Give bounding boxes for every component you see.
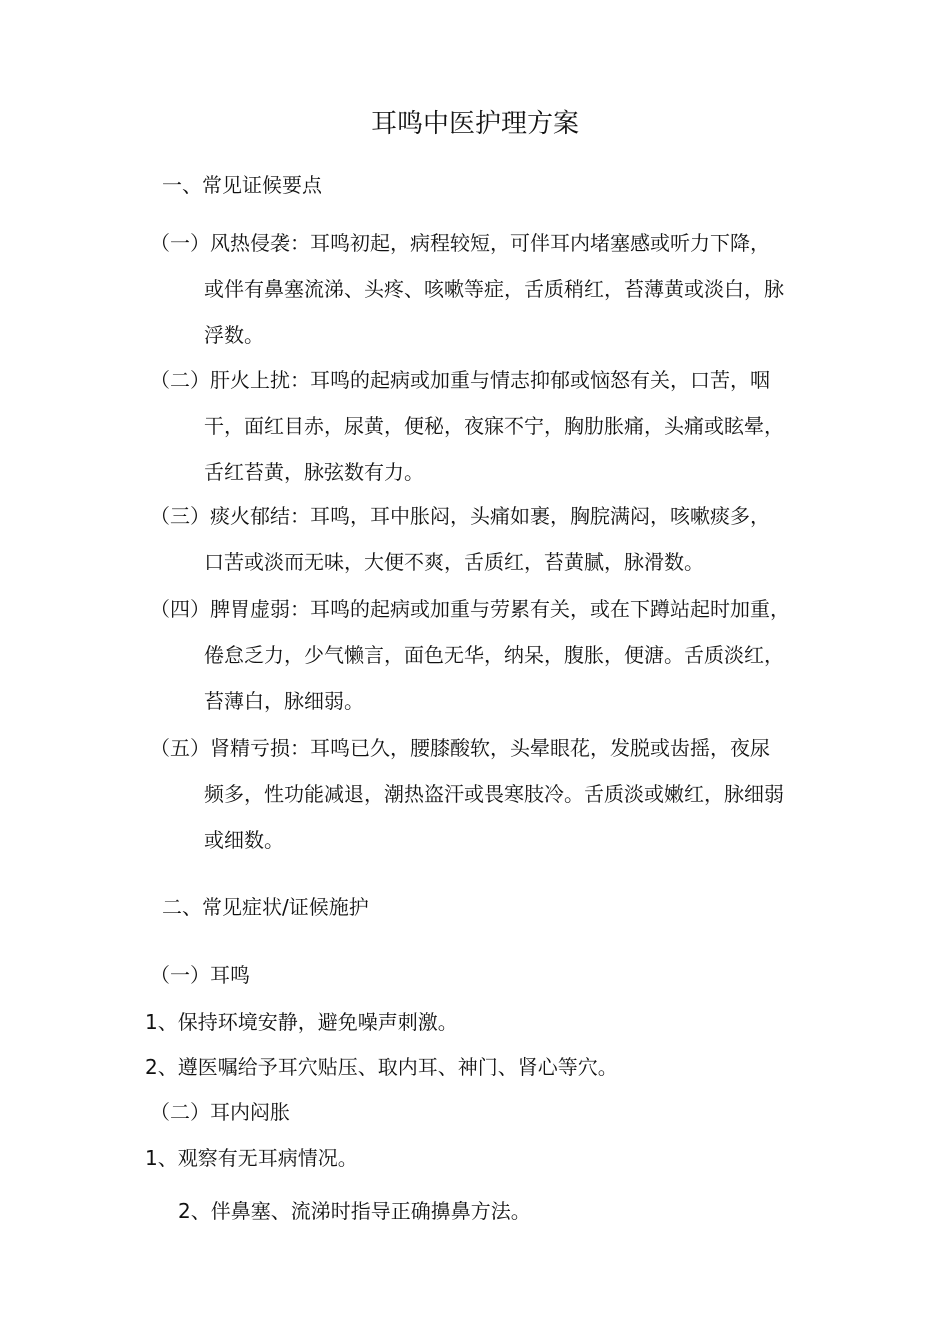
- syndrome-line: （一）风热侵袭：耳鸣初起，病程较短，可伴耳内堵塞感或听力下降，: [150, 231, 770, 255]
- syndrome-line: （五）肾精亏损：耳鸣已久，腰膝酸软，头晕眼花，发脱或齿摇，夜尿: [150, 736, 770, 760]
- syndrome-line: 倦怠乏力，少气懒言，面色无华，纳呆，腹胀，便溏。舌质淡红，: [204, 643, 784, 667]
- subheading-tinnitus: （一）耳鸣: [150, 963, 250, 987]
- document-title: 耳鸣中医护理方案: [370, 109, 579, 139]
- syndrome-spleen-stomach: [150, 586, 830, 724]
- syndrome-line: 苔薄白，脉细弱。: [204, 689, 364, 713]
- syndrome-liver-fire: [150, 357, 830, 495]
- list-item: 1、保持环境安静，避免噪声刺激。: [145, 1010, 458, 1034]
- syndrome-line: （三）痰火郁结：耳鸣，耳中胀闷，头痛如裹，胸脘满闷，咳嗽痰多，: [150, 504, 770, 528]
- syndrome-line: （二）肝火上扰：耳鸣的起病或加重与情志抑郁或恼怒有关，口苦，咽: [150, 368, 770, 392]
- section-heading-nursing: 二、常见症状/证候施护: [162, 895, 369, 919]
- subheading-ear-fullness: （二）耳内闷胀: [150, 1100, 290, 1124]
- syndrome-phlegm-fire: [150, 493, 830, 585]
- syndrome-line: （四）脾胃虚弱：耳鸣的起病或加重与劳累有关，或在下蹲站起时加重，: [150, 597, 790, 621]
- syndrome-line: 浮数。: [204, 323, 264, 347]
- syndrome-line: 干，面红目赤，尿黄，便秘，夜寐不宁，胸肋胀痛，头痛或眩晕，: [204, 414, 784, 438]
- syndrome-line: 舌红苔黄，脉弦数有力。: [204, 460, 424, 484]
- syndrome-wind-heat: [150, 220, 830, 358]
- syndrome-line: 或细数。: [204, 828, 284, 852]
- syndrome-line: 或伴有鼻塞流涕、头疼、咳嗽等症，舌质稍红，苔薄黄或淡白，脉: [204, 277, 784, 301]
- syndrome-line: 频多，性功能减退，潮热盗汗或畏寒肢冷。舌质淡或嫩红，脉细弱: [204, 782, 784, 806]
- syndrome-kidney-essence: [150, 725, 830, 863]
- list-item: 2、伴鼻塞、流涕时指导正确擤鼻方法。: [178, 1199, 531, 1223]
- syndrome-line: 口苦或淡而无味，大便不爽，舌质红，苔黄腻，脉滑数。: [204, 550, 704, 574]
- section-heading-common-syndromes: 一、常见证候要点: [162, 173, 322, 197]
- list-item: 2、遵医嘱给予耳穴贴压、取内耳、神门、肾心等穴。: [145, 1055, 618, 1079]
- list-item: 1、观察有无耳病情况。: [145, 1146, 358, 1170]
